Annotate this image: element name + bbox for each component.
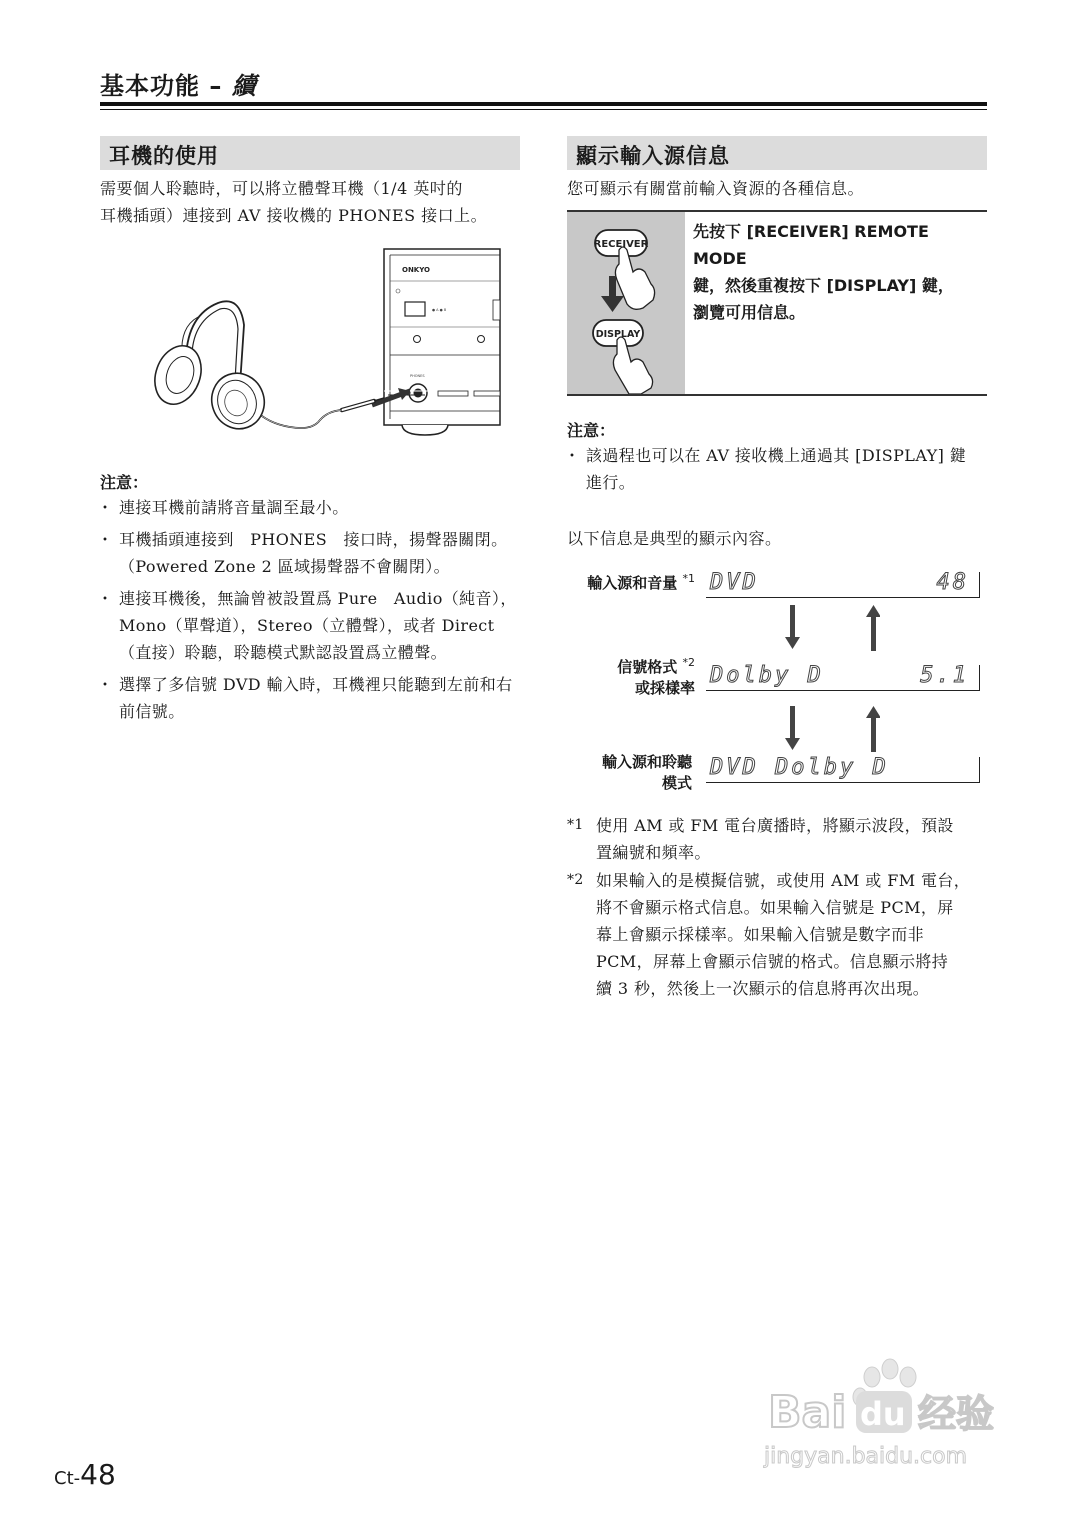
svg-text:● A ● B: ● A ● B — [432, 308, 447, 312]
page-header — [100, 62, 987, 106]
arrow-up-icon — [866, 605, 880, 617]
lcd-text-right: 48 — [936, 570, 969, 595]
note-line: 進行。 — [586, 473, 636, 492]
step-instructions — [693, 218, 983, 326]
headphones-intro-line: 需要個人聆聽時，可以將立體聲耳機（1/4 英吋的 — [100, 179, 463, 198]
arrow-down-icon — [601, 296, 624, 312]
page-title-continued: 續 — [231, 72, 257, 100]
remote-buttons-illustration — [567, 212, 685, 394]
headphones-intro-line: 耳機插頭）連接到 AV 接收機的 PHONES 接口上。 — [100, 206, 488, 225]
arrow-up-icon — [866, 706, 880, 718]
page-title — [100, 66, 257, 101]
headphones-intro — [100, 175, 520, 229]
step-box — [567, 210, 987, 396]
footnote-1: *1 使用 AM 或 FM 電台廣播時，將顯示波段，預設 置編號和頻率。 — [567, 816, 954, 862]
arrow-down-icon — [785, 637, 800, 649]
section-title-display-info: 顯示輸入源信息 — [567, 136, 987, 170]
display-notes — [567, 442, 989, 501]
lcd-display-2 — [706, 665, 980, 691]
page-number: Ct-48 — [54, 1458, 116, 1491]
note-item: ・ 選擇了多信號 DVD 輸入時，耳機裡只能聽到左前和右前信號。 — [100, 671, 522, 725]
note-item: ・ 連接耳機前請將音量調至最小。 — [100, 494, 522, 521]
lcd-text-left: Dolby D — [710, 663, 824, 688]
lcd-display-3 — [706, 757, 980, 783]
display-button-label: DISPLAY — [595, 329, 641, 340]
note-item: ・ 耳機插頭連接到 PHONES 接口時，揚聲器關閉。（Powered Zone 2 區域揚聲器不會關閉）。 — [100, 526, 522, 580]
display-label-source-volume: 輸入源和音量 $^{*1}$ — [587, 572, 695, 592]
display-info-intro: 您可顯示有關當前輸入資源的各種信息。 — [567, 179, 865, 198]
note-line: ・ 該過程也可以在 AV 接收機上通過其 [DISPLAY] 鍵 — [586, 446, 967, 465]
baidu-watermark — [760, 1355, 1020, 1475]
lcd-text-left: DVD Dolby D — [710, 755, 889, 780]
display-label-format: 信號格式 $^{*2}$ 或採樣率 — [617, 656, 695, 697]
lcd-text-left: DVD — [710, 570, 759, 595]
watermark-url: jingyan.baidu.com — [764, 1444, 968, 1469]
lcd-text-right: 5.1 — [920, 663, 969, 688]
headphones-note-title: 注意： — [100, 473, 149, 492]
step-line: 先按下 [RECEIVER] REMOTE MODE — [693, 222, 929, 268]
display-cycle-arrows — [780, 704, 880, 754]
headphones-illustration — [140, 245, 502, 450]
receiver-brand: ONKYO — [402, 266, 431, 274]
display-cycle-arrows — [780, 603, 880, 653]
phones-label: PHONES — [410, 374, 425, 378]
section-title-headphones: 耳機的使用 — [100, 136, 520, 170]
page-title-text: 基本功能 – — [100, 72, 232, 100]
arrow-down-icon — [785, 738, 800, 750]
headphones-notes — [100, 494, 522, 730]
watermark-brand-2: du — [860, 1395, 906, 1433]
receiver-button-label: RECEIVER — [593, 239, 649, 250]
watermark-cn: 经验 — [918, 1392, 995, 1436]
headphones-figure — [140, 245, 502, 450]
display-label-listening-mode: 輸入源和聆聽 模式 — [601, 753, 692, 792]
typical-display-intro: 以下信息是典型的顯示內容。 — [567, 529, 782, 548]
watermark-brand: Bai — [768, 1387, 847, 1438]
step-line: 鍵，然後重複按下 [DISPLAY] 鍵， — [693, 276, 954, 295]
footnote-2: *2 如果輸入的是模擬信號，或使用 AM 或 FM 電台， 將不會顯示格式信息。如果輸入信號是 PCM，屏 幕上會顯示採樣率。如果輸入信號是數字而非 PCM，屏幕上會顯示信號的格式。信息顯示將持 續 3 秒，然後上一次顯示的信息將再次出現。 — [567, 871, 971, 998]
note-item — [567, 442, 989, 496]
step-line: 瀏覽可用信息。 — [693, 303, 806, 322]
lcd-display-1 — [706, 572, 980, 598]
display-note-title: 注意： — [567, 421, 616, 440]
note-item: ・ 連接耳機後，無論曾被設置爲 Pure Audio（純音），Mono（單聲道），Stereo（立體聲），或者 Direct（直接）聆聽，聆聽模式默認設置爲立體聲。 — [100, 585, 522, 666]
